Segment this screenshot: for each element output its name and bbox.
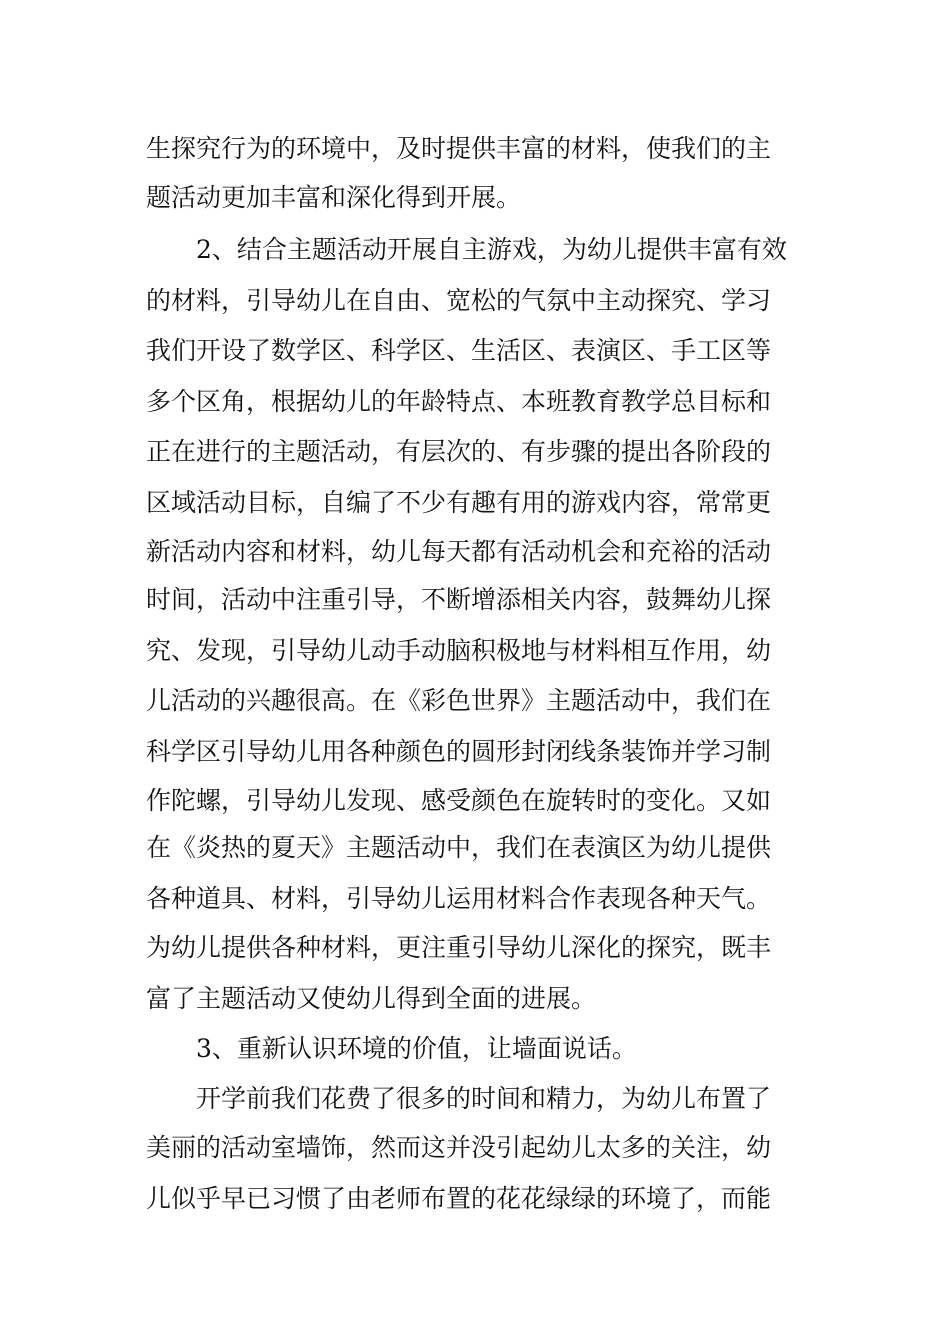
text-line: 开学前我们花费了很多的时间和精力，为幼儿布置了 — [196, 1084, 772, 1113]
text-line: 的材料，引导幼儿在自由、宽松的气氛中主动探究、学习 — [146, 286, 772, 315]
text-line: 作陀螺，引导幼儿发现、感受颜色在旋转时的变化。又如 — [146, 786, 772, 815]
text-line: 富了主题活动又使幼儿得到全面的进展。 — [146, 984, 597, 1013]
text-line: 正在进行的主题活动，有层次的、有步骤的提出各阶段的 — [146, 437, 772, 466]
text-line: 各种道具、材料，引导幼儿运用材料合作表现各种天气。 — [146, 884, 772, 913]
text-line: 生探究行为的环境中，及时提供丰富的材料，使我们的主 — [146, 134, 772, 163]
text-line: 新活动内容和材料，幼儿每天都有活动机会和充裕的活动 — [146, 537, 772, 566]
text-line: 儿活动的兴趣很高。在《彩色世界》主题活动中，我们在 — [146, 686, 772, 715]
text-line: 儿似乎早已习惯了由老师布置的花花绿绿的环境了，而能 — [146, 1184, 772, 1213]
text-line: 多个区角，根据幼儿的年龄特点、本班教育教学总目标和 — [146, 387, 772, 416]
text-line: 3、重新认识环境的价值，让墙面说话。 — [196, 1034, 637, 1063]
text-line: 题活动更加丰富和深化得到开展。 — [146, 183, 522, 212]
text-line: 为幼儿提供各种材料，更注重引导幼儿深化的探究，既丰 — [146, 933, 772, 962]
text-line: 美丽的活动室墙饰，然而这并没引起幼儿太多的关注，幼 — [146, 1133, 772, 1162]
text-line: 2、结合主题活动开展自主游戏，为幼儿提供丰富有效 — [196, 235, 787, 264]
text-line: 科学区引导幼儿用各种颜色的圆形封闭线条装饰并学习制 — [146, 737, 772, 766]
text-line: 究、发现，引导幼儿动手动脑积极地与材料相互作用，幼 — [146, 636, 772, 665]
text-line: 在《炎热的夏天》主题活动中，我们在表演区为幼儿提供 — [146, 833, 772, 862]
text-line: 时间，活动中注重引导，不断增添相关内容，鼓舞幼儿探 — [146, 585, 772, 614]
text-line: 区域活动目标，自编了不少有趣有用的游戏内容，常常更 — [146, 488, 772, 517]
text-line: 我们开设了数学区、科学区、生活区、表演区、手工区等 — [146, 336, 772, 365]
